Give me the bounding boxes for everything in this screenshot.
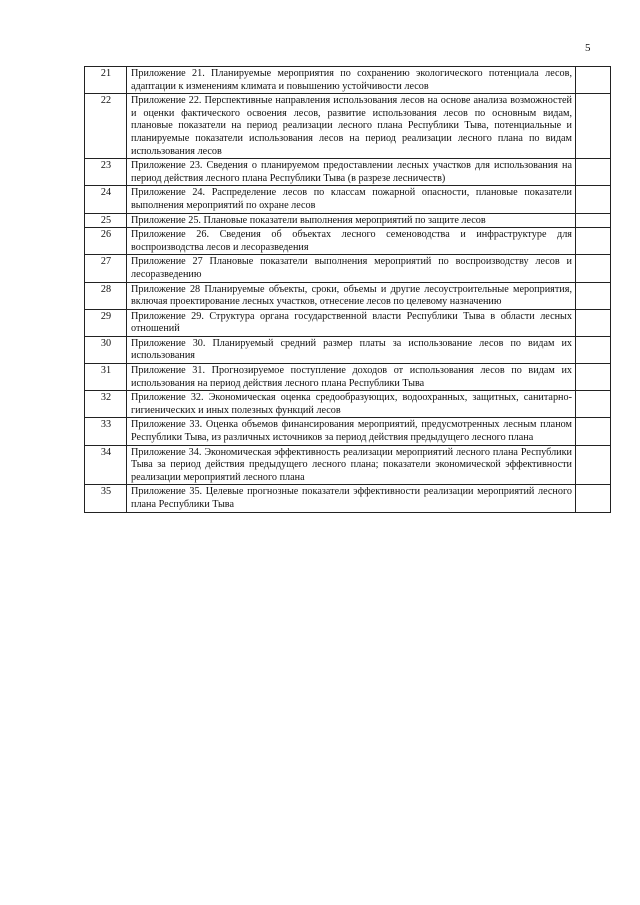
appendix-table xyxy=(84,66,611,513)
row-empty-cell xyxy=(576,282,611,309)
row-empty-cell xyxy=(576,485,611,512)
row-number: 24 xyxy=(85,186,127,213)
row-description: Приложение 25. Плановые показатели выполнения мероприятий по защите лесов xyxy=(127,213,576,228)
row-number: 27 xyxy=(85,255,127,282)
row-description: Приложение 33. Оценка объемов финансирования мероприятий, предусмотренных лесным планом Республики Тыва, из различных источников за период действия предыдущего лесного плана xyxy=(127,418,576,445)
table-row xyxy=(85,67,611,94)
row-number: 29 xyxy=(85,309,127,336)
row-description: Приложение 32. Экономическая оценка средообразующих, водоохранных, защитных, санитарно-гигиенических и иных полезных функций лесов xyxy=(127,391,576,418)
row-number: 34 xyxy=(85,445,127,485)
table-row xyxy=(85,159,611,186)
row-number: 28 xyxy=(85,282,127,309)
row-empty-cell xyxy=(576,418,611,445)
table-row xyxy=(85,391,611,418)
table-row xyxy=(85,228,611,255)
row-description: Приложение 30. Планируемый средний размер платы за использование лесов по видам их использования xyxy=(127,336,576,363)
row-description: Приложение 35. Целевые прогнозные показатели эффективности реализации мероприятий лесного плана Республики Тыва xyxy=(127,485,576,512)
row-empty-cell xyxy=(576,159,611,186)
row-description: Приложение 22. Перспективные направления использования лесов на основе анализа возможностей и оценки фактического освоения лесов, развитие использования лесов по основным видам, плановые показатели на период реализации лесного плана Республики Тыва, потенциальные и планируемые показатели использования лесов на период реализации лесного плана по видам использования лесов xyxy=(127,94,576,159)
row-number: 35 xyxy=(85,485,127,512)
row-empty-cell xyxy=(576,309,611,336)
appendix-table-body xyxy=(85,67,611,513)
table-row xyxy=(85,186,611,213)
row-empty-cell xyxy=(576,255,611,282)
table-row xyxy=(85,282,611,309)
page-number: 5 xyxy=(585,42,591,54)
row-number: 21 xyxy=(85,67,127,94)
row-description: Приложение 34. Экономическая эффективность реализации мероприятий лесного плана Республики Тыва за период действия предыдущего лесного плана; показатели экономической эффективности реализации мероприятий лесного плана xyxy=(127,445,576,485)
row-empty-cell xyxy=(576,391,611,418)
row-number: 33 xyxy=(85,418,127,445)
row-description: Приложение 23. Сведения о планируемом предоставлении лесных участков для использования на период действия лесного плана Республики Тыва (в разрезе лесничеств) xyxy=(127,159,576,186)
row-number: 32 xyxy=(85,391,127,418)
table-row xyxy=(85,445,611,485)
row-empty-cell xyxy=(576,186,611,213)
row-description: Приложение 24. Распределение лесов по классам пожарной опасности, плановые показатели выполнения мероприятий по охране лесов xyxy=(127,186,576,213)
row-number: 31 xyxy=(85,364,127,391)
row-empty-cell xyxy=(576,67,611,94)
table-row xyxy=(85,485,611,512)
table-row xyxy=(85,364,611,391)
row-empty-cell xyxy=(576,336,611,363)
row-number: 22 xyxy=(85,94,127,159)
row-number: 23 xyxy=(85,159,127,186)
row-empty-cell xyxy=(576,213,611,228)
row-number: 25 xyxy=(85,213,127,228)
row-number: 30 xyxy=(85,336,127,363)
table-row xyxy=(85,94,611,159)
row-description: Приложение 31. Прогнозируемое поступление доходов от использования лесов по видам их использования на период действия лесного плана Республики Тыва xyxy=(127,364,576,391)
row-number: 26 xyxy=(85,228,127,255)
row-description: Приложение 28 Планируемые объекты, сроки, объемы и другие лесоустроительные мероприятия, включая проектирование лесных участков, отнесение лесов по целевому назначению xyxy=(127,282,576,309)
row-empty-cell xyxy=(576,445,611,485)
row-description: Приложение 21. Планируемые мероприятия по сохранению экологического потенциала лесов, адаптации к изменениям климата и повышению устойчивости лесов xyxy=(127,67,576,94)
row-empty-cell xyxy=(576,228,611,255)
table-row xyxy=(85,213,611,228)
table-row xyxy=(85,336,611,363)
row-empty-cell xyxy=(576,364,611,391)
row-description: Приложение 26. Сведения об объектах лесного семеноводства и инфраструктуре для воспроизводства лесов и лесоразведения xyxy=(127,228,576,255)
table-row xyxy=(85,309,611,336)
row-description: Приложение 27 Плановые показатели выполнения мероприятий по воспроизводству лесов и лесоразведению xyxy=(127,255,576,282)
row-description: Приложение 29. Структура органа государственной власти Республики Тыва в области лесных отношений xyxy=(127,309,576,336)
row-empty-cell xyxy=(576,94,611,159)
table-row xyxy=(85,418,611,445)
table-row xyxy=(85,255,611,282)
